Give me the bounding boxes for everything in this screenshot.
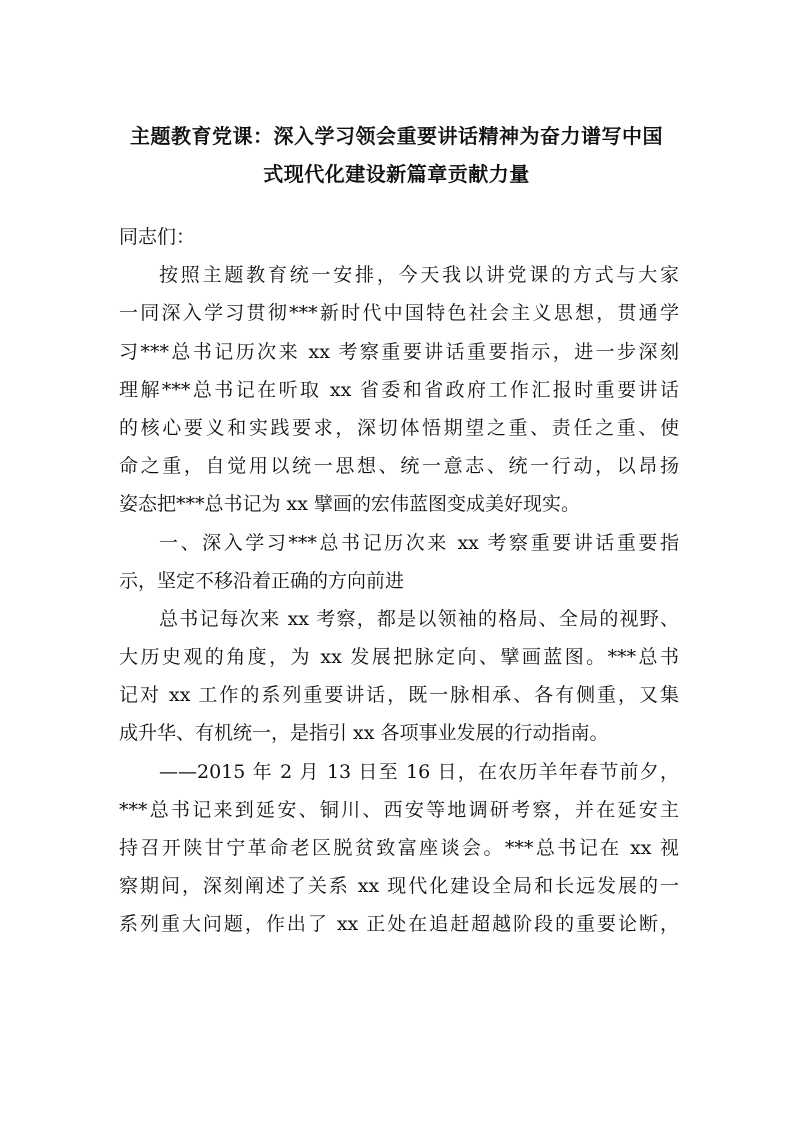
paragraph-line: 察期间，深刻阐述了关系 xx 现代化建设全局和长远发展的一 [119,875,679,898]
heading-line: 一、深入学习***总书记历次来 xx 考察重要讲话重要指 [159,531,679,554]
section-heading-1 [119,524,679,600]
paragraph-line: 命之重，自觉用以统一思想、统一意志、统一行动，以昂扬 [119,455,679,478]
salutation: 同志们： [119,226,196,248]
paragraph-line: 系列重大问题，作出了 xx 正处在追赶超越阶段的重要论断， [119,913,679,936]
document-body [119,218,679,944]
paragraph-line: 一同深入学习贯彻***新时代中国特色社会主义思想，贯通学 [119,302,679,325]
paragraph-line: 理解***总书记在听取 xx 省委和省政府工作汇报时重要讲话 [119,378,679,401]
paragraph-line: 成升华、有机统一，是指引 xx 各项事业发展的行动指南。 [119,722,609,745]
paragraph-intro [119,256,679,523]
paragraph-line: 总书记每次来 xx 考察，都是以领袖的格局、全局的视野、 [159,607,679,630]
paragraph-2015-visit [119,753,679,944]
paragraph-line: ***总书记来到延安、铜川、西安等地调研考察，并在延安主 [119,798,679,821]
document-title [118,115,675,191]
paragraph-line: 记对 xx 工作的系列重要讲话，既一脉相承、各有侧重，又集 [119,684,679,707]
paragraph-line: 姿态把***总书记为 xx 擘画的宏伟蓝图变成美好现实。 [119,493,581,516]
paragraph-summary [119,600,679,753]
title-line: 主题教育党课：深入学习领会重要讲话精神为奋力谱写中国 [130,124,663,148]
paragraph-line: 习***总书记历次来 xx 考察重要讲话重要指示，进一步深刻 [119,340,679,363]
title-line: 式现代化建设新篇章贡献力量 [263,162,530,187]
paragraph-line: ——2015 年 2 月 13 日至 16 日，在农历羊年春节前夕， [159,760,679,783]
paragraph-line: 大历史观的角度，为 xx 发展把脉定向、擘画蓝图。***总书 [119,646,679,669]
paragraph-line: 的核心要义和实践要求，深切体悟期望之重、责任之重、使 [119,416,679,439]
paragraph-line: 按照主题教育统一安排，今天我以讲党课的方式与大家 [159,264,679,287]
paragraph-line: 持召开陕甘宁革命老区脱贫致富座谈会。***总书记在 xx 视 [119,837,679,859]
heading-line: 示，坚定不移沿着正确的方向前进 [119,569,405,592]
